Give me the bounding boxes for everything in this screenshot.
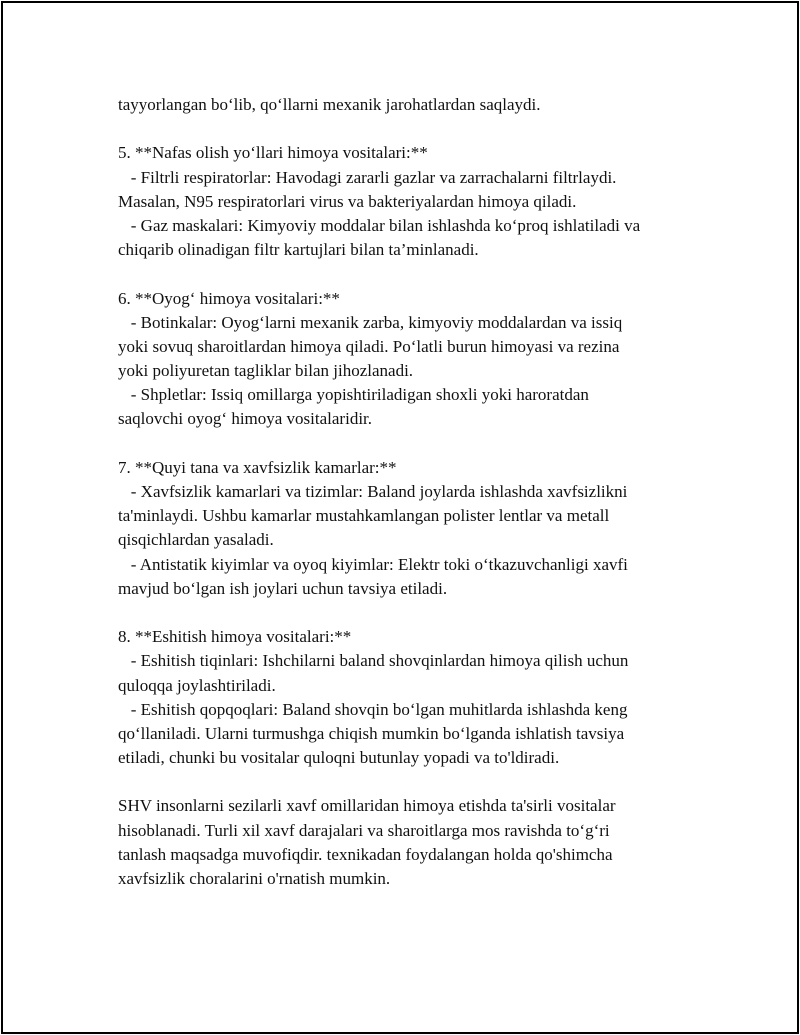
text-line: yoki sovuq sharoitlardan himoya qiladi. Po‘latli burun himoyasi va rezina (118, 336, 620, 356)
text-line: chiqarib olinadigan filtr kartujlari bilan ta’minlanadi. (118, 240, 479, 260)
text-line: tayyorlangan bo‘lib, qo‘llarni mexanik jarohatlardan saqlaydi. (118, 95, 541, 114)
text-line: hisoblanadi. Turli xil xavf darajalari va sharoitlarga mos ravishda to‘g‘ri (118, 820, 610, 840)
text-line: quloqqa joylashtiriladi. (118, 675, 276, 695)
section-foot-protection (118, 287, 693, 432)
section-heading: 5. **Nafas olish yo‘llari himoya vositalari:** (118, 143, 428, 163)
section-safety-belts (118, 456, 693, 601)
paragraph-spacer (118, 432, 693, 456)
text-line: xavfsizlik choralarini o'rnatish mumkin. (118, 869, 391, 888)
section-heading: 6. **Oyog‘ himoya vositalari:** (118, 288, 340, 308)
text-line: - Botinkalar: Oyog‘larni mexanik zarba, kimyoviy moddalardan va issiq (118, 312, 623, 332)
text-line: mavjud bo‘lgan ish joylari uchun tavsiya etiladi. (118, 578, 448, 598)
text-line: saqlovchi oyog‘ himoya vositalaridir. (118, 409, 373, 429)
section-respiratory-protection (118, 141, 693, 262)
section-heading: 7. **Quyi tana va xavfsizlik kamarlar:** (118, 457, 397, 477)
text-line: - Gaz maskalari: Kimyoviy moddalar bilan ishlashda ko‘proq ishlatiladi va (118, 215, 641, 235)
paragraph-spacer (118, 262, 693, 286)
text-line: - Eshitish tiqinlari: Ishchilarni baland shovqinlardan himoya qilish uchun (118, 651, 629, 671)
text-line: ta'minlaydi. Ushbu kamarlar mustahkamlangan polister lentlar va metall (118, 506, 610, 526)
paragraph-spacer (118, 601, 693, 625)
paragraph-spacer (118, 117, 693, 141)
paragraph-conclusion (118, 794, 693, 891)
section-heading: 8. **Eshitish himoya vositalari:** (118, 627, 352, 647)
paragraph-intro (118, 93, 693, 117)
text-line: - Filtrli respiratorlar: Havodagi zararli gazlar va zarrachalarni filtrlaydi. (118, 167, 617, 187)
text-line: etiladi, chunki bu vositalar quloqni butunlay yopadi va to'ldiradi. (118, 748, 560, 768)
text-line: - Shpletlar: Issiq omillarga yopishtiriladigan shoxli yoki haroratdan (118, 385, 589, 405)
text-line: - Eshitish qopqoqlari: Baland shovqin bo‘lgan muhitlarda ishlashda keng (118, 699, 628, 719)
text-line: yoki poliyuretan tagliklar bilan jihozlanadi. (118, 361, 414, 381)
text-line: qisqichlardan yasaladi. (118, 530, 274, 550)
paragraph-spacer (118, 770, 693, 794)
text-line: - Xavfsizlik kamarlari va tizimlar: Baland joylarda ishlashda xavfsizlikni (118, 482, 628, 501)
text-line: tanlash maqsadga muvofiqdir. texnikadan foydalangan holda qo'shimcha (118, 844, 613, 864)
text-line: qo‘llaniladi. Ularni turmushga chiqish mumkin bo‘lganda ishlatish tavsiya (118, 723, 625, 743)
text-line: Masalan, N95 respiratorlari virus va bakteriyalardan himoya qiladi. (118, 191, 577, 211)
section-hearing-protection (118, 625, 693, 770)
text-line: SHV insonlarni sezilarli xavf omillaridan himoya etishda ta'sirli vositalar (118, 796, 616, 816)
text-line: - Antistatik kiyimlar va oyoq kiyimlar: Elektr toki o‘tkazuvchanligi xavfi (118, 554, 628, 574)
document-body (118, 93, 693, 891)
